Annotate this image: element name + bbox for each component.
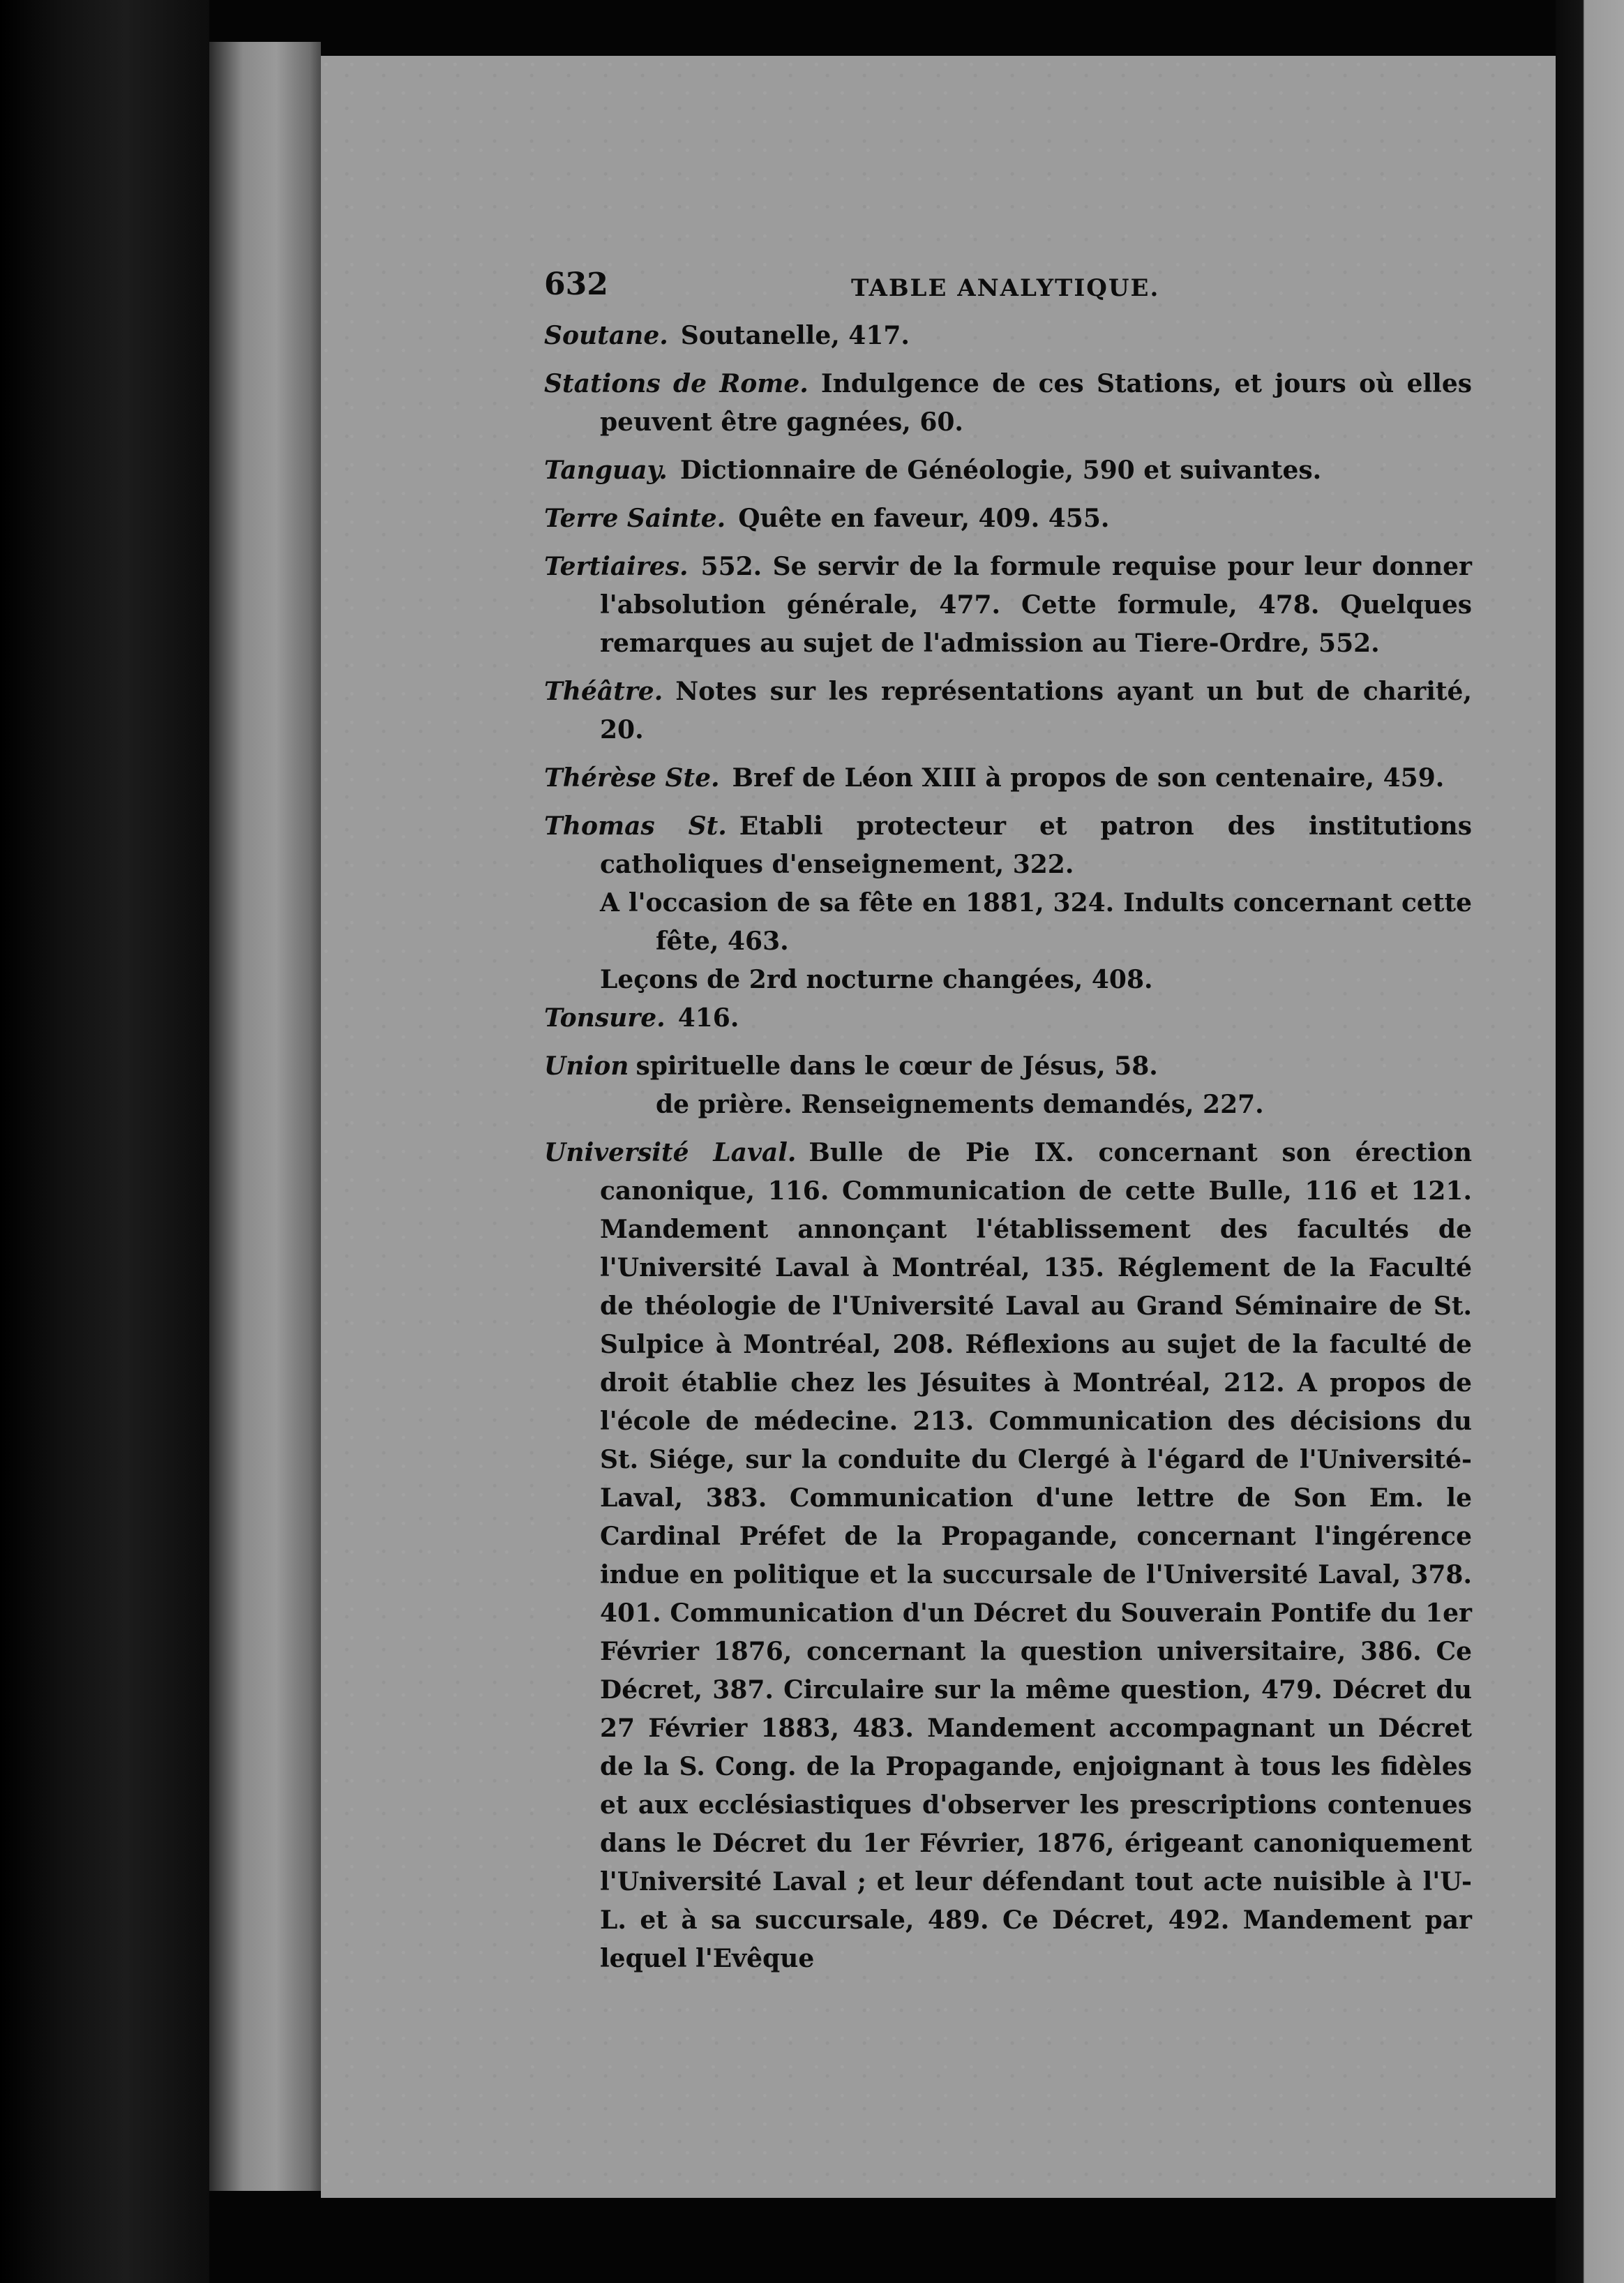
index-term: Soutane.	[544, 321, 668, 350]
index-entry	[544, 317, 1472, 355]
index-term: Théâtre.	[544, 677, 663, 706]
index-text: Dictionnaire de Généologie, 590 et suivantes.	[679, 456, 1322, 485]
index-entry	[544, 548, 1472, 663]
index-text: Bref de Léon XIII à propos de son centenaire, 459.	[732, 763, 1445, 793]
index-text: spirituelle dans le cœur de Jésus, 58.	[636, 1051, 1158, 1081]
index-term: Université Laval.	[544, 1138, 797, 1167]
page-header	[544, 265, 1472, 307]
index-entry	[544, 1134, 1472, 1978]
index-text: Soutanelle, 417.	[680, 321, 910, 350]
index-text: Etabli protecteur et patron des institutions catholiques d'enseignement, 322.	[600, 811, 1472, 879]
index-entry	[544, 999, 1472, 1038]
index-entry	[544, 673, 1472, 749]
index-term: Union	[544, 1051, 629, 1081]
index-subentry: A l'occasion de sa fête en 1881, 324. Indults concernant cette fête, 463.	[600, 888, 1472, 956]
index-entry	[544, 500, 1472, 538]
page-content	[544, 265, 1472, 1988]
index-term: Tanguay.	[544, 456, 668, 485]
index-entry	[544, 451, 1472, 490]
index-entry	[544, 1047, 1472, 1086]
page-number: 632	[544, 267, 608, 302]
book-binding	[0, 0, 209, 2283]
index-text: Notes sur les représentations ayant un but de charité, 20.	[600, 677, 1472, 744]
index-text: 416.	[677, 1003, 739, 1033]
index-term: Stations de Rome.	[544, 369, 809, 398]
index-entry	[544, 807, 1472, 884]
index-term: Tertiaires.	[544, 552, 689, 581]
index-text: 552. Se servir de la formule requise pour leur donner l'absolution générale, 477. Cette formule, 478. Quelques remarques au sujet de l'admission au Tiere-Ordre, 552.	[600, 552, 1472, 658]
index-text: Quête en faveur, 409. 455.	[738, 504, 1110, 533]
index-text: Indulgence de ces Stations, et jours où elles peuvent être gagnées, 60.	[600, 369, 1473, 437]
index-subentry: Leçons de 2rd nocturne changées, 408.	[600, 965, 1153, 994]
index-term: Thomas St.	[544, 811, 727, 841]
index-entry	[544, 759, 1472, 798]
index-term: Thérèse Ste.	[544, 763, 720, 793]
index-entry	[544, 365, 1472, 442]
book-gutter	[209, 42, 321, 2191]
running-head: TABLE ANALYTIQUE.	[851, 274, 1160, 302]
index-text: Bulle de Pie IX. concernant son érection canonique, 116. Communication de cette Bulle, 116 et 121. Mandement annonçant l'établissement des facultés de l'Université Laval à Montréal, 135. Réglement de la Faculté de théologie de l'Université Laval au Grand Séminaire de St. Sulpice à Montréal, 208. Réflexions au sujet de la faculté de droit établie chez les Jésuites à Montréal, 212. A propos de l'école de médecine. 213. Communication des décisions du St. Siége, sur la conduite du Clergé à l'égard de l'Université-Laval, 383. Communication d'une lettre de Son Em. le Cardinal Préfet de la Propagande, concernant l'ingérence indue en politique et la succursale de l'Université Laval, 378. 401. Communication d'un Décret du Souverain Pontife du 1er Février 1876, concernant la question universitaire, 386. Ce Décret, 387. Circulaire sur la même question, 479. Décret du 27 Février 1883, 483. Mandement accompagnant un Décret de la S. Cong. de la Propagande, enjoignant à tous les fidèles et aux ecclésiastiques d'observer les prescriptions contenues dans le Décret du 1er Février, 1876, érigeant canoniquement l'Université Laval ; et leur défendant tout acte nuisible à l'U-L. et à sa succursale, 489. Ce Décret, 492. Mandement par lequel l'Evêque	[600, 1138, 1472, 1973]
index-term: Tonsure.	[544, 1003, 666, 1033]
index-term: Terre Sainte.	[544, 504, 726, 533]
index-subentry: de prière. Renseignements demandés, 227.	[656, 1090, 1264, 1119]
facing-page-edge	[1556, 0, 1624, 2283]
